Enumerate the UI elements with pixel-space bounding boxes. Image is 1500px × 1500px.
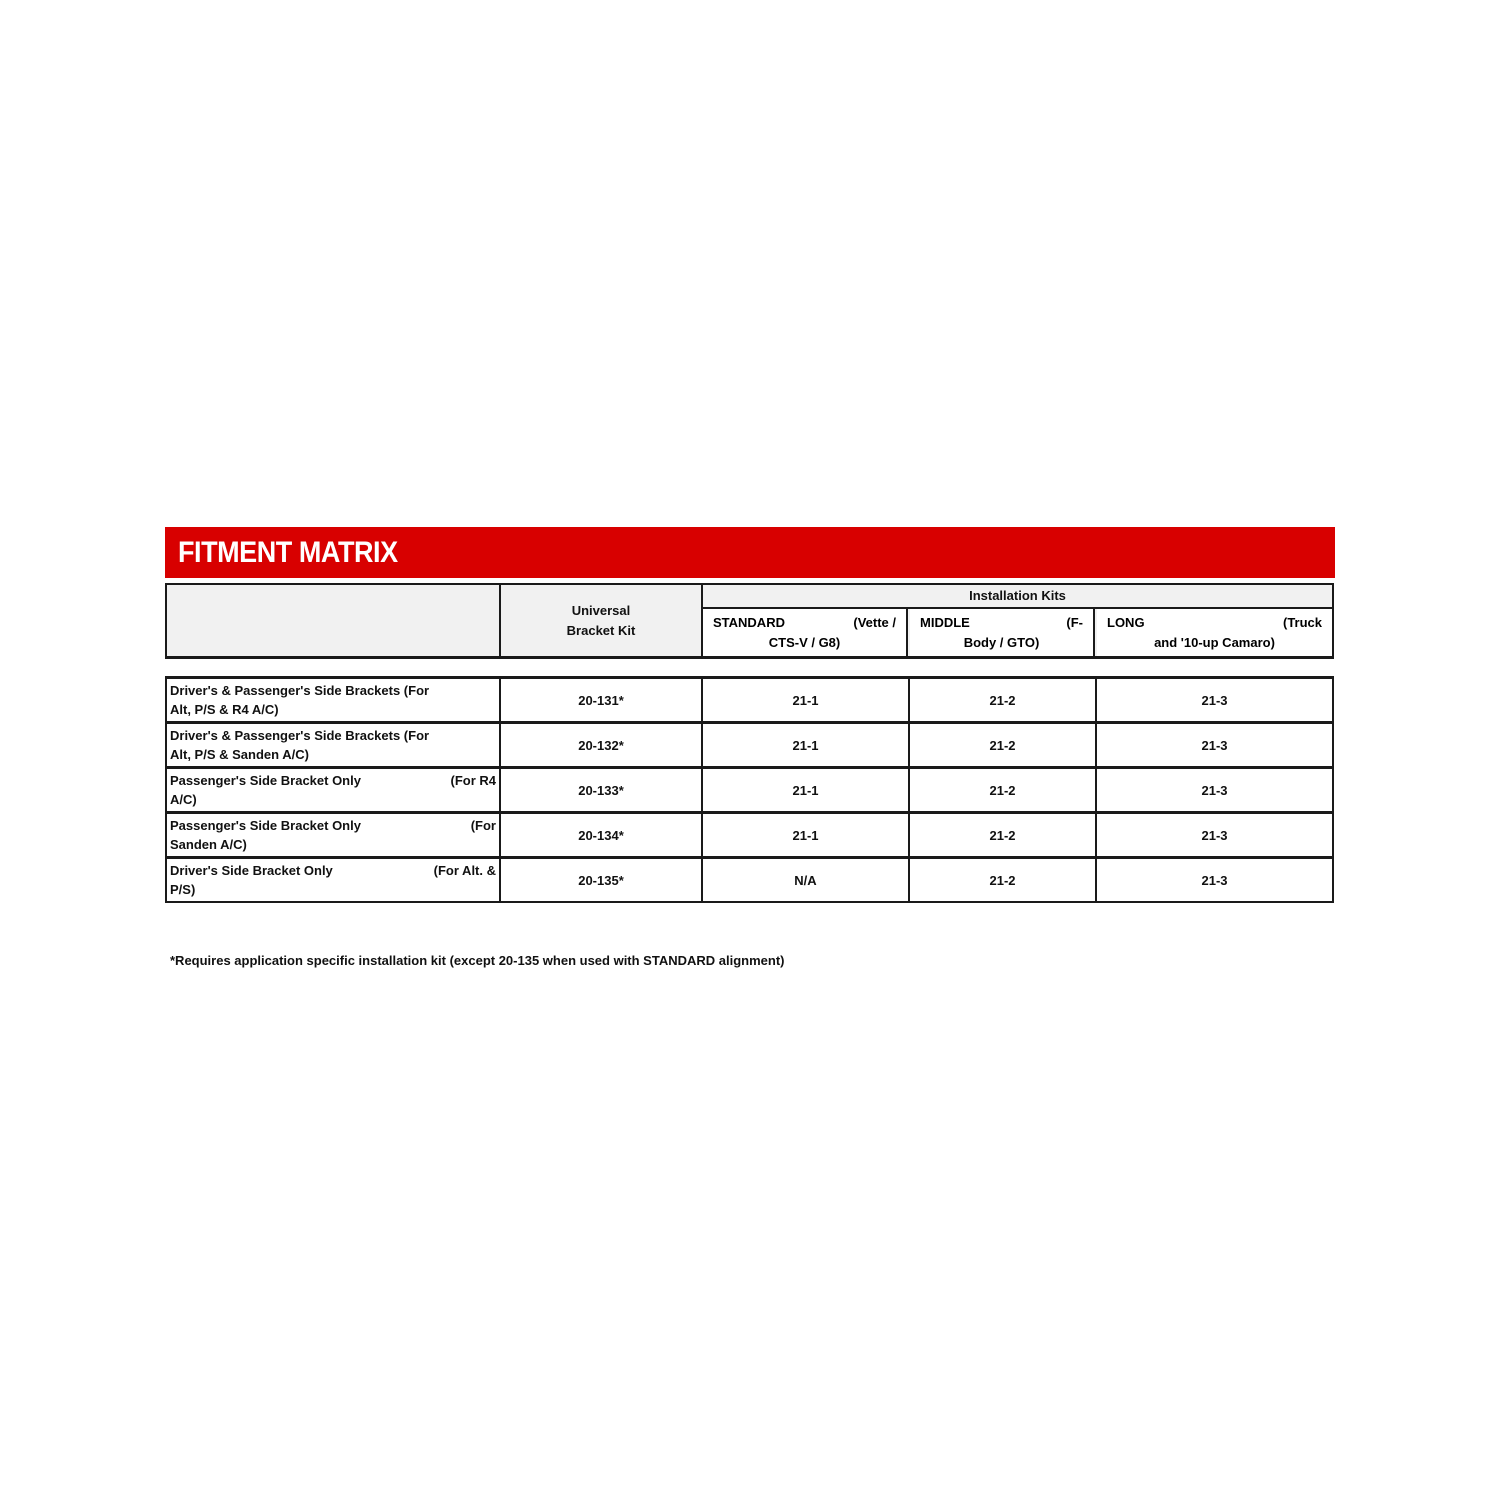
long-paren: (Truck [1282, 615, 1322, 630]
fitment-table [165, 676, 1334, 903]
row-kit: 20-134* [500, 813, 702, 858]
row-standard: 21-1 [702, 723, 909, 768]
title-banner [165, 527, 1335, 578]
row-middle: 21-2 [909, 813, 1096, 858]
table-row [166, 678, 1333, 723]
row-kit: 20-131* [500, 678, 702, 723]
row-long: 21-3 [1096, 768, 1333, 813]
table-row [166, 858, 1333, 903]
row-long: 21-3 [1096, 813, 1333, 858]
row-standard: N/A [702, 858, 909, 903]
standard-name: STANDARD [713, 615, 785, 630]
standard-paren: (Vette / [853, 615, 896, 630]
header-installation-kits-label: Installation Kits [969, 588, 1066, 603]
table-row [166, 768, 1333, 813]
row-long: 21-3 [1096, 678, 1333, 723]
row-standard: 21-1 [702, 678, 909, 723]
row-long: 21-3 [1096, 858, 1333, 903]
middle-paren: (F- [1066, 615, 1083, 630]
middle-name: MIDDLE [920, 615, 970, 630]
table-row [166, 723, 1333, 768]
footnote: *Requires application specific installation kit (except 20-135 when used with STANDARD alignment) [170, 953, 785, 968]
row-middle: 21-2 [909, 678, 1096, 723]
header-universal-label: Universal Bracket Kit [566, 602, 636, 638]
long-line2: and '10-up Camaro) [1154, 635, 1275, 650]
table-header [165, 583, 1334, 659]
row-long: 21-3 [1096, 723, 1333, 768]
row-kit: 20-133* [500, 768, 702, 813]
header-universal-bracket-kit [501, 585, 703, 656]
long-name: LONG [1107, 615, 1145, 630]
middle-line2: Body / GTO) [963, 635, 1040, 650]
header-long [1097, 609, 1332, 656]
row-description: Passenger's Side Bracket Only (For R4 A/C) [166, 768, 500, 813]
standard-line2: CTS-V / G8) [768, 635, 841, 650]
row-kit: 20-135* [500, 858, 702, 903]
row-description: Passenger's Side Bracket Only (For Sanden A/C) [166, 813, 500, 858]
row-standard: 21-1 [702, 813, 909, 858]
page-title: FITMENT MATRIX [178, 535, 398, 569]
row-kit: 20-132* [500, 723, 702, 768]
header-middle [910, 609, 1095, 656]
row-standard: 21-1 [702, 768, 909, 813]
table-row [166, 813, 1333, 858]
row-description: Driver's Side Bracket Only (For Alt. & P/S) [166, 858, 500, 903]
header-empty-cell [167, 585, 501, 656]
row-middle: 21-2 [909, 723, 1096, 768]
header-installation-kits [703, 585, 1332, 609]
row-middle: 21-2 [909, 858, 1096, 903]
row-description: Driver's & Passenger's Side Brackets (For Alt, P/S & Sanden A/C) [166, 723, 500, 768]
row-description: Driver's & Passenger's Side Brackets (For Alt, P/S & R4 A/C) [166, 678, 500, 723]
header-standard [703, 609, 908, 656]
row-middle: 21-2 [909, 768, 1096, 813]
